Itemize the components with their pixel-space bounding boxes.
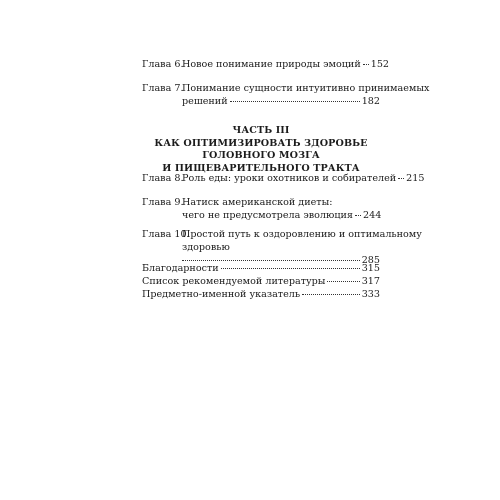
page-number: 317 xyxy=(361,276,380,287)
toc-entry-chapter-9 xyxy=(142,196,380,222)
entry-title: Благодарности xyxy=(142,263,219,274)
entry-title: Предметно-именной указатель xyxy=(142,289,301,300)
part-label: ЧАСТЬ III xyxy=(232,125,290,136)
part-title-line-2: И ПИЩЕВАРИТЕЛЬНОГО ТРАКТА xyxy=(162,162,360,174)
dot-leader xyxy=(363,64,369,65)
chapter-title-line-2: решений xyxy=(182,96,228,107)
toc-entry-chapter-6 xyxy=(142,58,390,71)
toc-entry-acknowledgements xyxy=(142,262,380,275)
entry-title: Список рекомендуемой литературы xyxy=(142,276,326,287)
page-number: 285 xyxy=(361,255,380,266)
dot-leader xyxy=(302,294,360,295)
chapter-title-line-1: Понимание сущности интуитивно принимаемых xyxy=(182,83,430,94)
toc-entry-recommended-reading xyxy=(142,275,380,288)
dot-leader xyxy=(355,215,361,216)
chapter-number: Глава 8. xyxy=(142,173,184,184)
part-heading xyxy=(130,125,392,175)
chapter-number: Глава 6. xyxy=(142,59,184,70)
chapter-number: Глава 10. xyxy=(142,229,190,240)
dot-leader xyxy=(182,260,360,261)
page-number: 315 xyxy=(361,263,380,274)
page-number: 244 xyxy=(362,210,382,221)
chapter-title-line-1: Натиск американской диеты: xyxy=(182,197,333,208)
chapter-title-line-2: здоровью xyxy=(182,242,230,253)
page-number: 215 xyxy=(406,173,425,184)
chapter-number: Глава 9. xyxy=(142,197,184,208)
chapter-title-line-2: чего не предусмотрела эволюция xyxy=(182,210,353,221)
toc-entry-index xyxy=(142,288,380,301)
toc-back-matter xyxy=(142,262,380,301)
dot-leader xyxy=(327,281,359,282)
page-number: 152 xyxy=(370,59,390,70)
dot-leader xyxy=(398,178,404,179)
chapter-title: Роль еды: уроки охотников и собирателей xyxy=(182,173,397,184)
chapter-title: Новое понимание природы эмоций xyxy=(182,59,361,70)
page-number: 182 xyxy=(361,96,380,107)
dot-leader xyxy=(230,101,360,102)
toc-entry-chapter-7 xyxy=(142,82,430,108)
dot-leader xyxy=(221,268,360,269)
toc-entry-chapter-8 xyxy=(142,172,425,185)
chapter-number: Глава 7. xyxy=(142,83,184,94)
part-title-line-1: КАК ОПТИМИЗИРОВАТЬ ЗДОРОВЬЕ ГОЛОВНОГО МОЗГА xyxy=(154,137,368,161)
page-number: 333 xyxy=(361,289,380,300)
chapter-title-line-1: Простой путь к оздоровлению и оптимальному xyxy=(182,229,422,240)
